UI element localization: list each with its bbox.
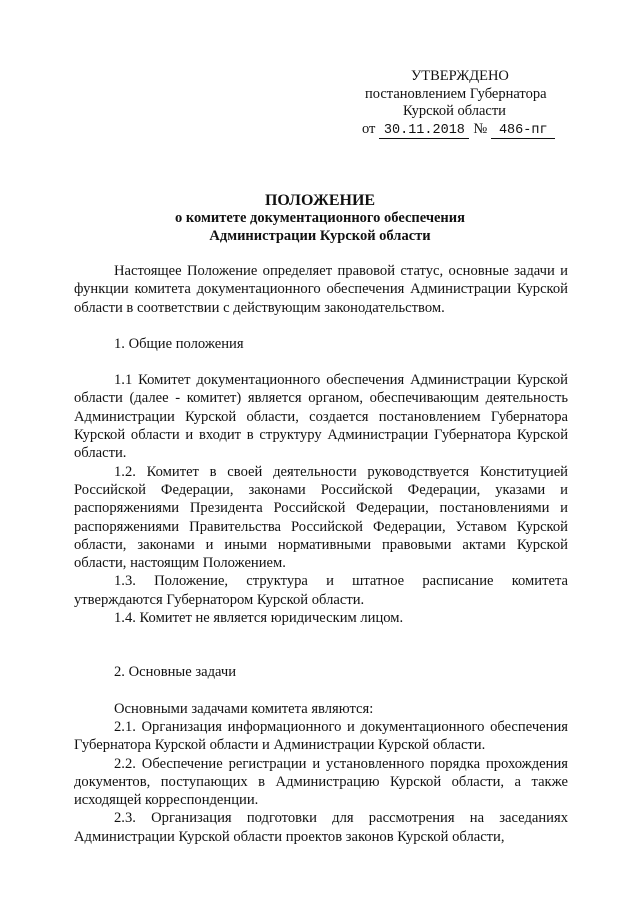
paragraph-2-3: 2.3. Организация подготовки для рассмотрения на заседаниях Администрации Курской области проектов законов Курской области,: [74, 810, 568, 845]
paragraph-1-1: 1.1 Комитет документационного обеспечения Администрации Курской области (далее - комитет) является органом, обеспечивающим деятельность Администрации Курской области, создается постановлением Губернатора Курской области и входит в структуру Администрации Губернатора Курской области.: [74, 372, 568, 462]
intro-paragraph: Настоящее Положение определяет правовой статус, основные задачи и функции комитета документационного обеспечения Администрации Курской области в соответствии с действующим законодательством.: [74, 263, 568, 316]
paragraph-2-1: 2.1. Организация информационного и документационного обеспечения Губернатора Курской области и Администрации Курской области.: [74, 718, 568, 754]
approval-heading: УТВЕРЖДЕНО: [411, 68, 509, 84]
document-title: ПОЛОЖЕНИЕ: [264, 192, 376, 209]
decree-number: 486-пг: [491, 123, 555, 139]
approval-date-line: [362, 121, 565, 139]
section-1-heading: 1. Общие положения: [114, 335, 244, 352]
section-2-lead: Основными задачами комитета являются:: [114, 700, 374, 717]
approval-region: Курской области: [403, 103, 506, 119]
document-subtitle-line2: Администрации Курской области: [209, 228, 431, 244]
decree-date: 30.11.2018: [379, 123, 469, 139]
number-label: №: [473, 120, 488, 137]
document-subtitle-line1: о комитете документационного обеспечения: [175, 210, 465, 226]
section-2-heading: 2. Основные задачи: [114, 664, 237, 681]
approval-stamp: [362, 68, 565, 139]
paragraph-1-3: 1.3. Положение, структура и штатное расписание комитета утверждаются Губернатором Курской области.: [74, 573, 568, 608]
document-body: [74, 262, 568, 846]
approval-authority: постановлением Губернатора: [365, 85, 547, 102]
paragraph-1-4: 1.4. Комитет не является юридическим лицом.: [114, 610, 404, 627]
paragraph-1-2: 1.2. Комитет в своей деятельности руководствуется Конституцией Российской Федерации, законами Российской Федерации, указами и распоряжениями Президента Российской Федерации, постановлениями и распоряжениями Правительства Российской Федерации, Уставом Курской области, законами и иными нормативными правовыми актами Курской области, настоящим Положением.: [74, 463, 568, 572]
paragraph-2-2: 2.2. Обеспечение регистрации и установленного порядка прохождения документов, поступающих в Администрацию Курской области, а также исходящей корреспонденции.: [74, 755, 568, 809]
from-label: от: [362, 120, 376, 137]
